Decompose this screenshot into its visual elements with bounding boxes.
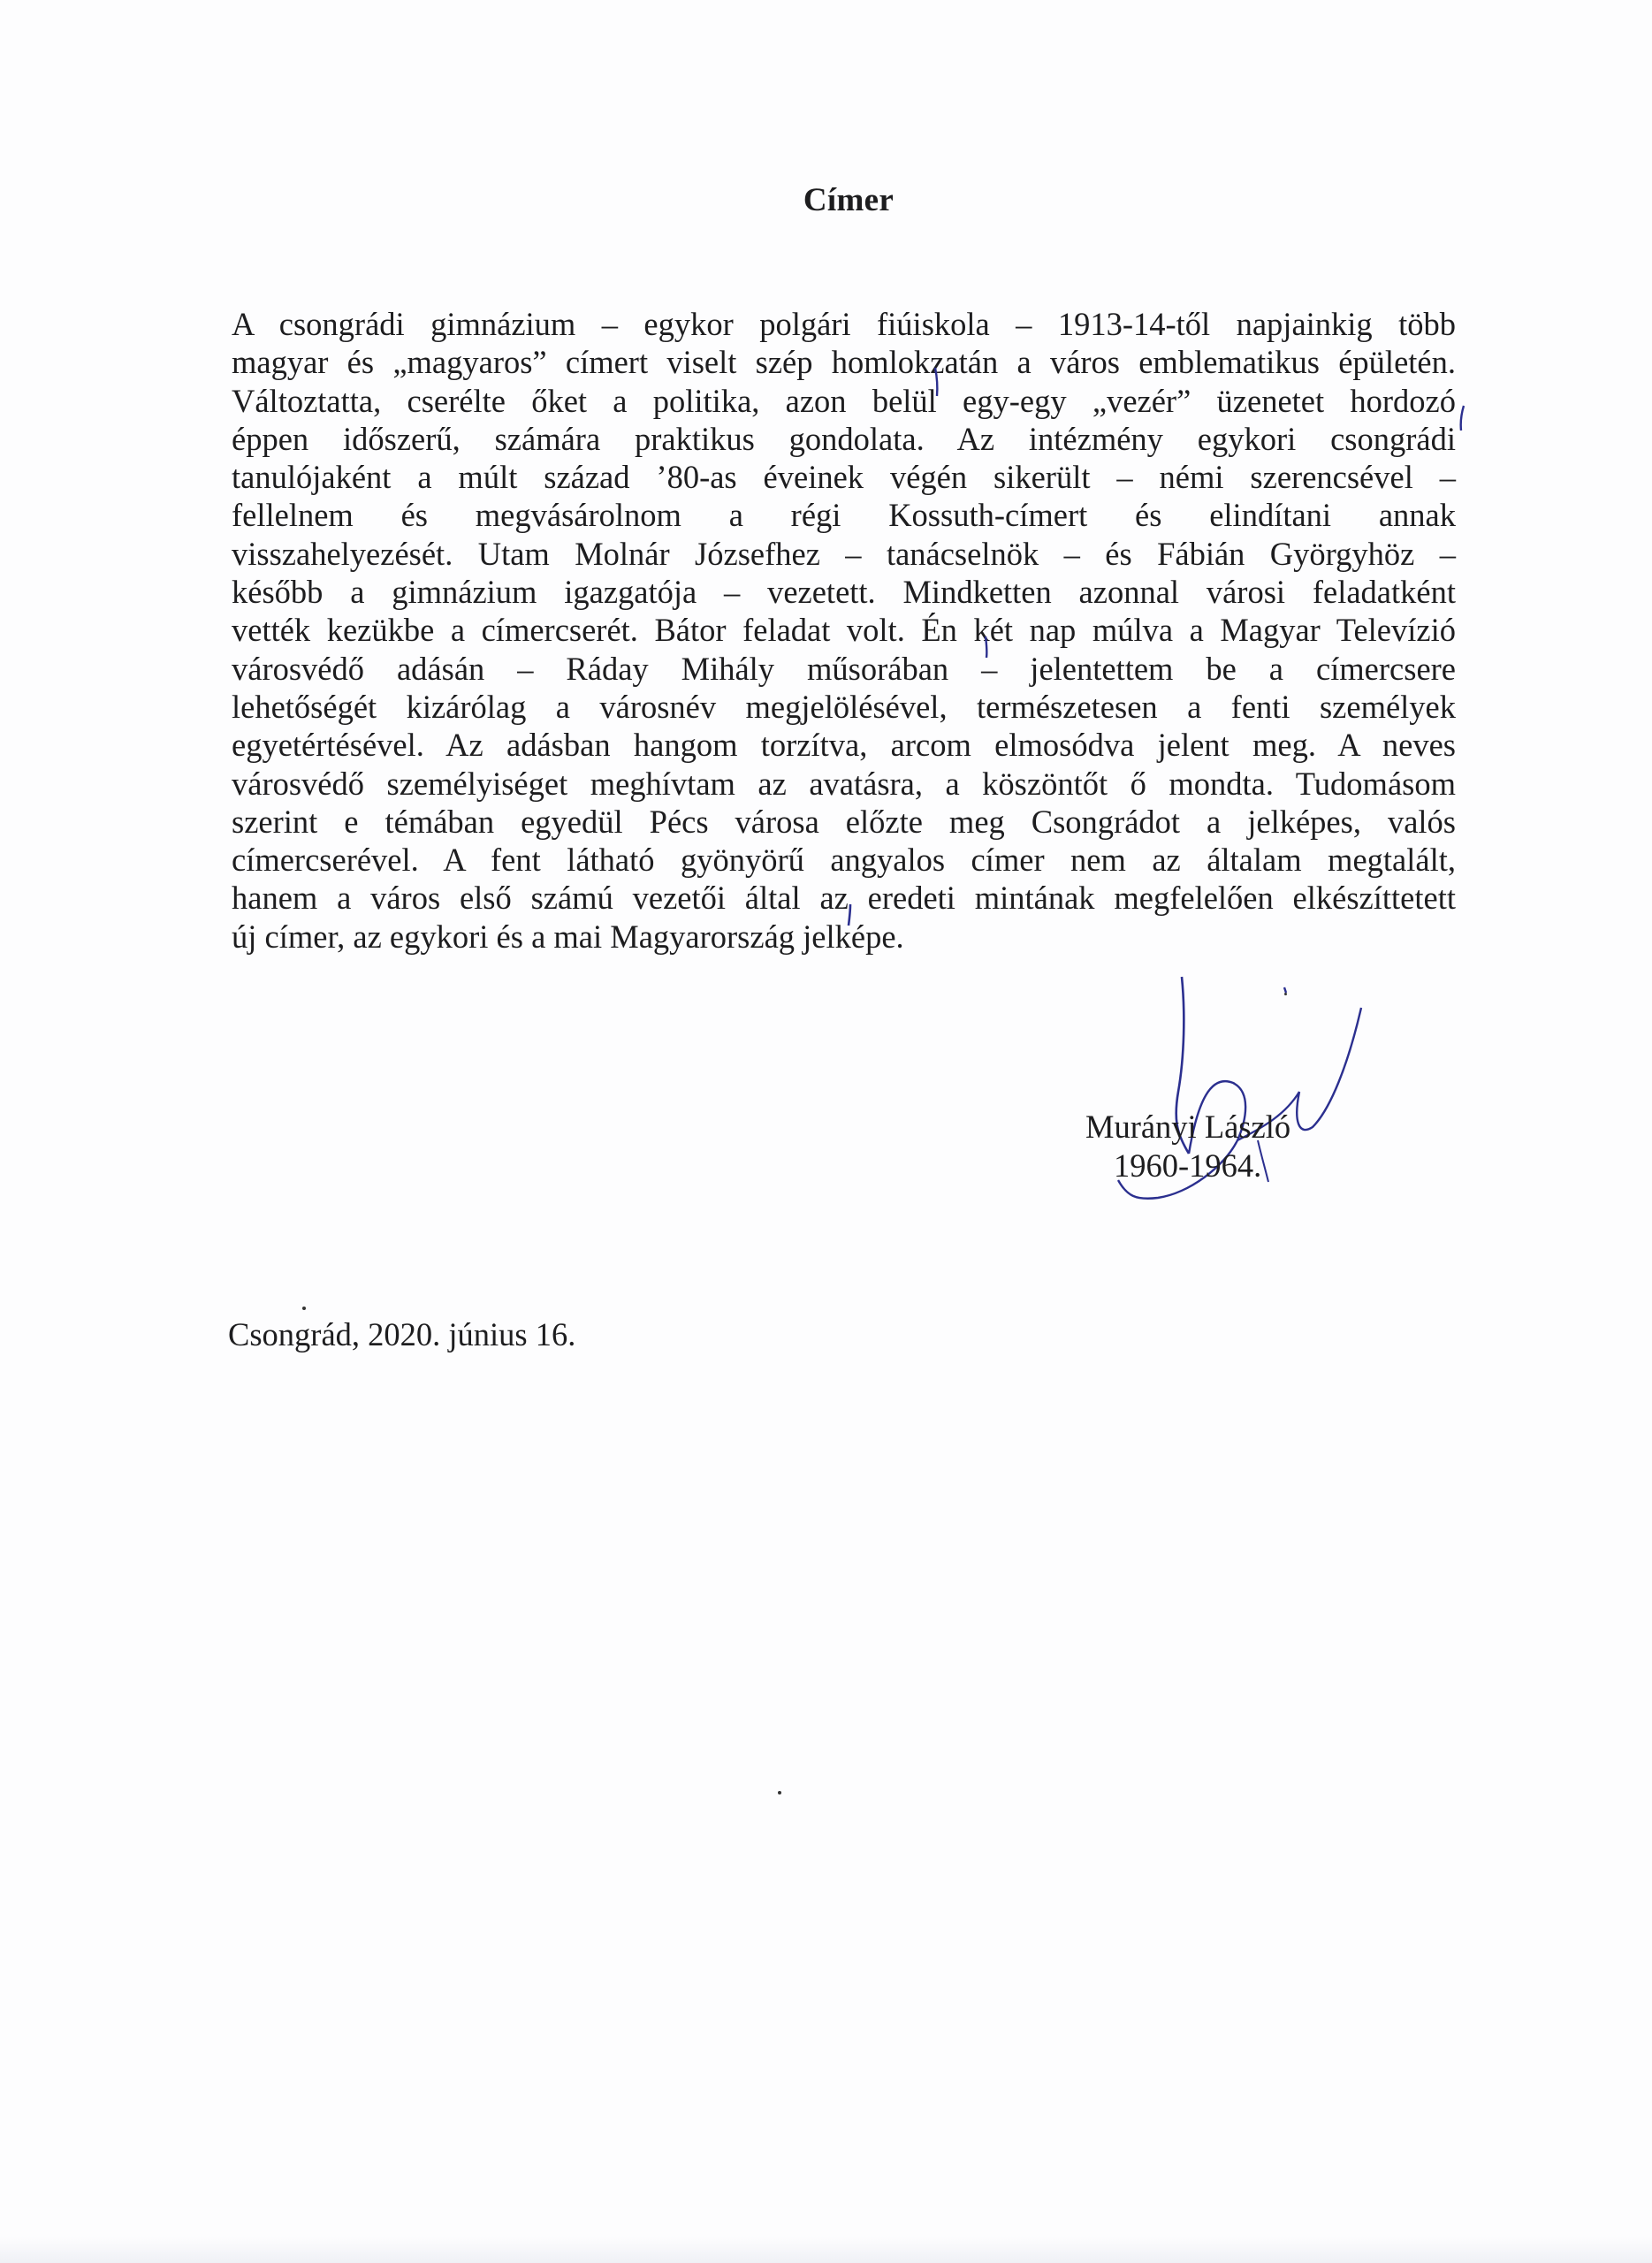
body-line: címercserével. A fent látható gyönyörű angyalos címer nem az általam megtalált, [232,842,1456,879]
signer-years: 1960-1964. [1114,1147,1262,1184]
scan-speck [778,1791,781,1794]
scan-speck [302,1307,306,1310]
body-line: egyetértésével. Az adásban hangom torzítva, arcom elmosódva jelent meg. A neves [232,727,1456,764]
ink-comma-mark [1455,402,1473,434]
scan-speck [1284,993,1287,995]
body-line: Változtatta, cserélte őket a politika, azon belül egy-egy „vezér” üzenetet hordozó [232,382,1456,419]
ink-comma-mark [930,364,948,400]
body-line: vették kezükbe a címercserét. Bátor feladat volt. Én két nap múlva a Magyar Televízió [232,612,1456,649]
body-line: városvédő adásán – Ráday Mihály műsorában – jelentettem be a címercsere [232,650,1456,687]
body-line: tanulójaként a múlt század ’80-as éveinek végén sikerült – némi szerencsével – [232,459,1456,496]
body-line: új címer, az egykori és a mai Magyarország jelképe. [232,918,904,955]
body-line: fellelnem és megvásárolnom a régi Kossuth-címert és elindítani annak [232,497,1456,534]
scan-bottom-edge [0,2236,1652,2263]
document-title: Címer [803,182,895,218]
signer-name: Murányi László [1085,1109,1291,1145]
body-line: magyar és „magyaros” címert viselt szép homlokzatán a város emblematikus épületén. [232,344,1456,381]
body-line: később a gimnázium igazgatója – vezetett. Mindketten azonnal városi feladatként [232,574,1456,611]
signature-block [1085,1108,1351,1185]
body-line: visszahelyezését. Utam Molnár Józsefhez – tanácselnök – és Fábián Györgyhöz – [232,535,1456,572]
body-line: városvédő személyiséget meghívtam az avatásra, a köszöntőt ő mondta. Tudomásom [232,765,1456,802]
document-body [232,305,1456,956]
body-line: szerint e témában egyedül Pécs városa előzte meg Csongrádot a jelképes, valós [232,803,1456,840]
ink-comma-mark [979,629,997,661]
place-and-date: Csongrád, 2020. június 16. [228,1316,576,1352]
ink-comma-mark [842,897,860,929]
body-line: A csongrádi gimnázium – egykor polgári fiúiskola – 1913-14-től napjainkig több [232,306,1456,342]
body-line: hanem a város első számú vezetői által az eredeti mintának megfelelően elkészíttetett [232,880,1456,917]
body-line: lehetőségét kizárólag a városnév megjelölésével, természetesen a fenti személyek [232,688,1456,725]
body-line: éppen időszerű, számára praktikus gondolata. Az intézmény egykori csongrádi [232,420,1456,457]
